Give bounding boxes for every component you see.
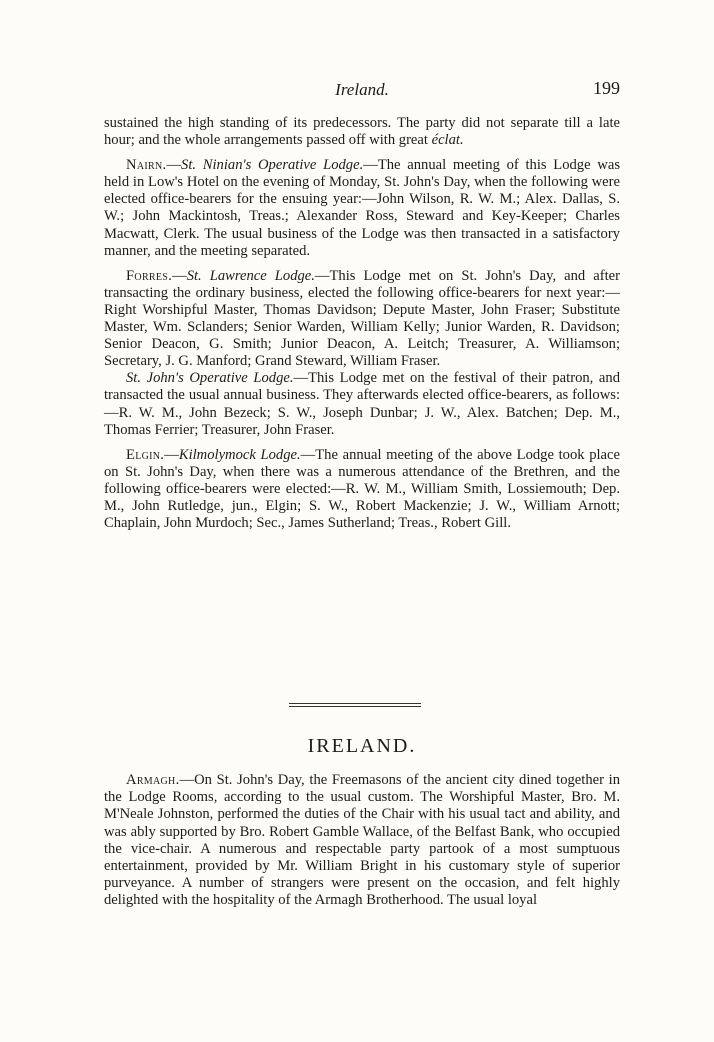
paragraph-italic-word: éclat. [431, 132, 464, 149]
paragraph-text: —This Lodge met on the festival of their patron, and transacted the usual annual business. They afterwards elected office-bearers, as follows:—R. W. M., John Bezeck; S. W., Joseph Dunbar; J. W., Alex. Batchen; Dep. M., Thomas Ferrier; Treasurer, John Fraser. [104, 370, 620, 438]
lodge-name: St. Ninian's Operative Lodge. [181, 157, 364, 174]
paragraph-nairn [104, 157, 620, 260]
section-divider [289, 703, 421, 709]
lodge-name: Kilmolymock Lodge. [178, 446, 301, 463]
place-name: Nairn. [126, 157, 167, 174]
paragraph-forres [104, 268, 620, 371]
ireland-reports [104, 772, 620, 910]
paragraph-text: —On St. John's Day, the Freemasons of the ancient city dined together in the Lodge Rooms, according to the usual custom. The Worshipful Master, Bro. M. M'Neale Johnston, performed the duties of the Chair with his usual tact and ability, and was ably supported by Bro. Robert Gamble Wallace, of the Belfast Bank, who occupied the vice-chair. A numerous and respectable party partook of a most sumptuous entertainment, provided by Mr. William Bright in his customary style of superior purveyance. A number of strangers were present on the occasion, and felt highly delighted with the hospitality of the Armagh Brotherhood. The usual loyal [104, 772, 620, 909]
dash: — [166, 157, 182, 174]
dash: — [164, 446, 179, 463]
running-title: Ireland. [335, 80, 389, 99]
lodge-name: St. Lawrence Lodge. [186, 267, 315, 284]
paragraph-armagh [104, 772, 620, 910]
running-head [104, 78, 620, 102]
paragraph-text: sustained the high standing of its predecessors. The party did not separate till a late hour; and the whole arrangements passed off with great [104, 115, 620, 149]
lodge-name: St. John's Operative Lodge. [126, 370, 294, 387]
section-heading: IRELAND. [307, 735, 417, 757]
paragraph-continuation [104, 115, 620, 149]
paragraph-text: —The annual meeting of the above Lodge took place on St. John's Day, when there was a numerous attendance of the Brethren, and the following office-bearers were elected:—R. W. M., William Smith, Lossiemouth; Dep. M., John Rutledge, jun., Elgin; S. W., Robert Mackenzie; J. W., William Arnott; Chaplain, John Murdoch; Sec., James Sutherland; Treas., Robert Gill. [104, 446, 620, 532]
page-number: 199 [593, 78, 620, 98]
paragraph-st-johns [104, 370, 620, 438]
paragraph-text: —This Lodge met on St. John's Day, and after transacting the ordinary business, elected the following office-bearers for next year:—Right Worshipful Master, Thomas Davidson; Depute Master, John Fraser; Substitute Master, Wm. Sclanders; Senior Warden, William Kelly; Junior Warden, R. Davidson; Senior Deacon, G. Smith; Junior Deacon, A. Leitch; Treasurer, A. Williamson; Secretary, J. G. Manford; Grand Steward, William Fraser. [104, 267, 620, 370]
paragraph-elgin [104, 447, 620, 532]
place-name: Armagh. [126, 772, 180, 788]
divider-line [289, 703, 421, 704]
dash: — [172, 267, 187, 284]
lodge-reports [104, 115, 620, 540]
divider-line [289, 706, 421, 707]
place-name: Forres. [126, 267, 173, 284]
paragraph-text: —The annual meeting of this Lodge was held in Low's Hotel on the evening of Monday, St. John's Day, when the following were elected office-bearers for the ensuing year:—John Wilson, R. W. M.; Alex. Dallas, S. W.; John Mackintosh, Treas.; Alexander Ross, Steward and Key-Keeper; Charles Macwatt, Clerk. The usual business of the Lodge was then transacted in a satisfactory manner, and the meeting separated. [104, 157, 620, 259]
place-name: Elgin. [126, 446, 165, 463]
